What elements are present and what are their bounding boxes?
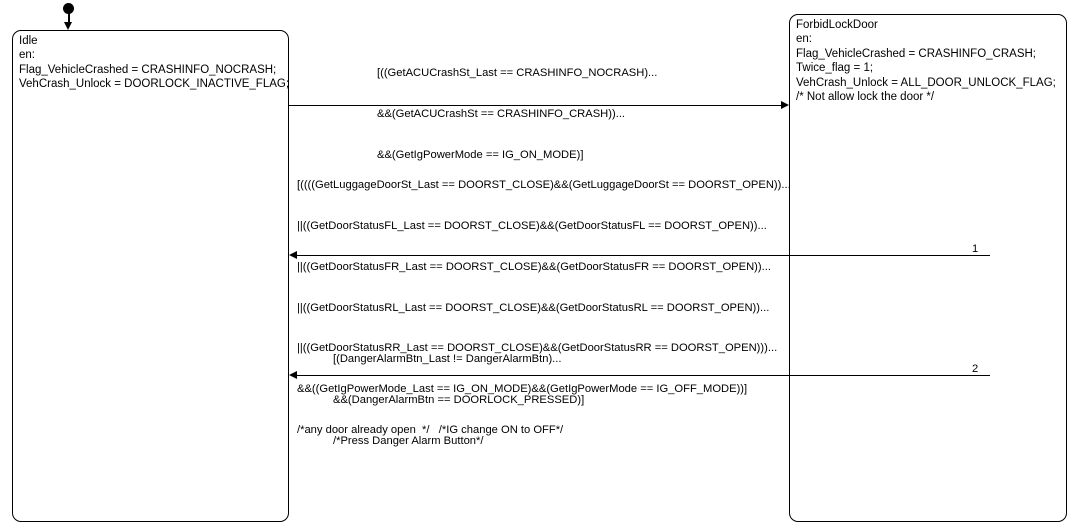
transition-label-line: ||((GetDoorStatusFR_Last == DOORST_CLOSE)&&(GetDoorStatusFR == DOORST_OPEN))... (297, 260, 771, 273)
transition-label-line: /*Press Danger Alarm Button*/ (333, 434, 484, 447)
transition-forbid-to-idle-1-number: 1 (972, 243, 979, 255)
transition-label-line: &&(GetACUCrashSt == CRASHINFO_CRASH))... (377, 107, 626, 120)
transition-label-line: [(DangerAlarmBtn_Last != DangerAlarmBtn)... (333, 353, 562, 366)
transition-forbid-to-idle-2-arrowhead (289, 371, 297, 379)
initial-transition-arrowhead (64, 22, 72, 30)
transition-forbid-to-idle-2-label (333, 326, 584, 476)
state-forbidlockdoor-entry-label: en: (796, 33, 812, 45)
state-forbidlockdoor-action-1: Twice_flag = 1; (796, 62, 874, 74)
transition-forbid-to-idle-2-number: 2 (972, 363, 979, 375)
transition-label-line: &&(GetIgPowerMode == IG_ON_MODE)] (377, 148, 584, 161)
transition-label-line: [((GetACUCrashSt_Last == CRASHINFO_NOCRASH)... (377, 67, 658, 80)
state-idle-entry-label: en: (19, 49, 35, 61)
transition-idle-to-forbid-arrowhead (781, 101, 789, 109)
transition-label-line: ||((GetDoorStatusFL_Last == DOORST_CLOSE)&&(GetDoorStatusFL == DOORST_OPEN))... (297, 219, 767, 232)
transition-label-line: &&(DangerAlarmBtn == DOORLOCK_PRESSED)] (333, 393, 585, 406)
transition-label-line: ||((GetDoorStatusRL_Last == DOORST_CLOSE)&&(GetDoorStatusRL == DOORST_OPEN))... (297, 301, 770, 314)
state-forbidlockdoor-action-2: VehCrash_Unlock = ALL_DOOR_UNLOCK_FLAG; (796, 76, 1056, 89)
state-forbidlockdoor[interactable] (789, 14, 1067, 522)
state-forbidlockdoor-content (796, 18, 1060, 105)
state-idle-name: Idle (19, 35, 38, 47)
state-forbidlockdoor-name: ForbidLockDoor (796, 19, 878, 31)
state-idle-action-1: VehCrash_Unlock = DOORLOCK_INACTIVE_FLAG; (19, 78, 290, 90)
state-idle-action-0: Flag_VehicleCrashed = CRASHINFO_NOCRASH; (19, 63, 277, 76)
state-forbidlockdoor-action-0: Flag_VehicleCrashed = CRASHINFO_CRASH; (796, 47, 1036, 60)
transition-label-line: &&((GetIgPowerMode_Last == IG_ON_MODE)&&(GetIgPowerMode == IG_OFF_MODE))] (297, 383, 748, 396)
transition-label-line: [((((GetLuggageDoorSt_Last == DOORST_CLOSE)&&(GetLuggageDoorSt == DOORST_OPEN))... (297, 179, 791, 192)
transition-label-line: /*any door already open */ /*IG change ON to OFF*/ (297, 423, 564, 436)
transition-label-line: ||((GetDoorStatusRR_Last == DOORST_CLOSE)&&(GetDoorStatusRR == DOORST_OPEN)))... (297, 342, 778, 355)
state-forbidlockdoor-action-3: /* Not allow lock the door */ (796, 91, 935, 103)
state-idle-content (19, 34, 290, 92)
state-idle[interactable] (12, 30, 289, 522)
transition-forbid-to-idle-1-arrowhead (289, 251, 297, 259)
